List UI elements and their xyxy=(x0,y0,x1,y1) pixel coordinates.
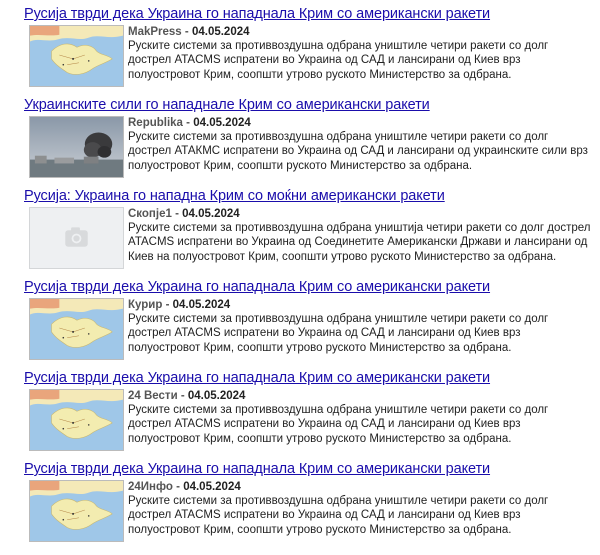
news-source: MakPress xyxy=(128,26,182,38)
news-snippet: Руските системи за противвоздушна одбрана уништија четири ракети со долг дострел ATACMS испратени во Украина од Соединетите Американски Држави и лансирани од Киев на полуостровот Крим, соопшти утрово руското Министерство за одбрана. xyxy=(128,222,591,263)
news-item: Русија тврди дека Украина го нападнала Крим со американски ракети MakPress - 04.05.2024 Руските системи за противвоздушна одбрана уништиле четири ракети со долг дострел ATACMS испратени во Украина од САД и лансирани од Киев врз полуостровот Крим, соопшти утрово руското Министерство за одбрана. xyxy=(24,6,594,97)
news-source: 24Инфо xyxy=(128,481,173,493)
news-snippet: Руските системи за противвоздушна одбрана уништиле четири ракети со долг дострел ATACMS испратени во Украина од САД и лансирани од Киев врз полуостровот Крим, соопшти утрово руското Министерство за одбрана. xyxy=(128,404,549,445)
news-date: 04.05.2024 xyxy=(182,208,240,220)
news-snippet: Руските системи за противвоздушна одбрана уништиле четири ракети со долг дострел ATACMS испратени во Украина од САД и лансирани од Киев врз полуостровот Крим, соопшти утрово руското Министерство за одбрана. xyxy=(128,495,549,536)
news-title-link[interactable]: Украинските сили го нападнале Крим со американски ракети xyxy=(24,97,430,113)
news-title-link[interactable]: Русија тврди дека Украина го нападнала Крим со американски ракети xyxy=(24,279,491,295)
map-icon[interactable] xyxy=(29,480,124,542)
news-title-link[interactable]: Русија: Украина го нападна Крим со моќни американски ракети xyxy=(24,188,445,204)
news-source: Republika xyxy=(128,117,183,129)
news-source: 24 Вести xyxy=(128,390,178,402)
map-icon[interactable] xyxy=(29,25,124,87)
news-item: Русија: Украина го нападна Крим со моќни американски ракети Скопје1 - 04.05.2024 Руските системи за противвоздушна одбрана уништија четири ракети со долг дострел ATACMS испратени во Украина од Соединетите Американски Држави и лансирани од Киев на полуостровот Крим, соопшти утрово руското Министерство за одбрана. xyxy=(24,188,594,279)
news-date: 04.05.2024 xyxy=(187,390,246,402)
news-snippet: Руските системи за противвоздушна одбрана уништиле четири ракети со долг дострел АТАКМС испратени во Украина од САД и лансирани од украинските сили врз полуостровот Крим, соопшти руското Министерство за одбрана. xyxy=(128,131,588,172)
news-item: Украинските сили го нападнале Крим со американски ракети Republika - 04.05.2024 Руските системи за противвоздушна одбрана уништиле четири ракети со долг дострел АТАКМС испратени во Украина од САД и лансирани од украинските сили врз полуостровот Крим, соопшти руското Министерство за одбрана. xyxy=(24,97,594,188)
news-date: 04.05.2024 xyxy=(193,117,251,129)
smoke-photo-icon[interactable] xyxy=(29,116,124,178)
news-date: 04.05.2024 xyxy=(191,26,250,38)
news-title-link[interactable]: Русија тврди дека Украина го нападнала Крим со американски ракети xyxy=(24,461,491,477)
news-source: Курир xyxy=(128,299,163,311)
news-title-link[interactable]: Русија тврди дека Украина го нападнала Крим со американски ракети xyxy=(24,370,491,386)
camera-placeholder-icon[interactable] xyxy=(29,207,124,269)
news-source: Скопје1 xyxy=(128,208,172,220)
news-snippet: Руските системи за противвоздушна одбрана уништиле четири ракети со долг дострел ATACMS испратени во Украина од САД и лансирани од Киев врз полуостровот Крим, соопшти утрово руското Министерство за одбрана. xyxy=(128,313,549,354)
news-item: Русија тврди дека Украина го нападнала Крим со американски ракети 24Инфо - 04.05.2024 Руските системи за противвоздушна одбрана уништиле четири ракети со долг дострел ATACMS испратени во Украина од САД и лансирани од Киев врз полуостровот Крим, соопшти утрово руското Министерство за одбрана. xyxy=(24,461,594,552)
news-title-link[interactable]: Русија тврди дека Украина го нападнала Крим со американски ракети xyxy=(24,6,491,22)
news-date: 04.05.2024 xyxy=(183,481,241,493)
news-item: Русија тврди дека Украина го нападнала Крим со американски ракети Курир - 04.05.2024 Руските системи за противвоздушна одбрана уништиле четири ракети со долг дострел ATACMS испратени во Украина од САД и лансирани од Киев врз полуостровот Крим, соопшти утрово руското Министерство за одбрана. xyxy=(24,279,594,370)
map-icon[interactable] xyxy=(29,298,124,360)
news-snippet: Руските системи за противвоздушна одбрана уништиле четири ракети со долг дострел ATACMS испратени во Украина од САД и лансирани од Киев врз полуостровот Крим, соопшти утрово руското Министерство за одбрана. xyxy=(128,40,549,81)
news-date: 04.05.2024 xyxy=(172,299,231,311)
news-item: Русија тврди дека Украина го нападнала Крим со американски ракети 24 Вести - 04.05.2024 Руските системи за противвоздушна одбрана уништиле четири ракети со долг дострел ATACMS испратени во Украина од САД и лансирани од Киев врз полуостровот Крим, соопшти утрово руското Министерство за одбрана. xyxy=(24,370,594,461)
map-icon[interactable] xyxy=(29,389,124,451)
